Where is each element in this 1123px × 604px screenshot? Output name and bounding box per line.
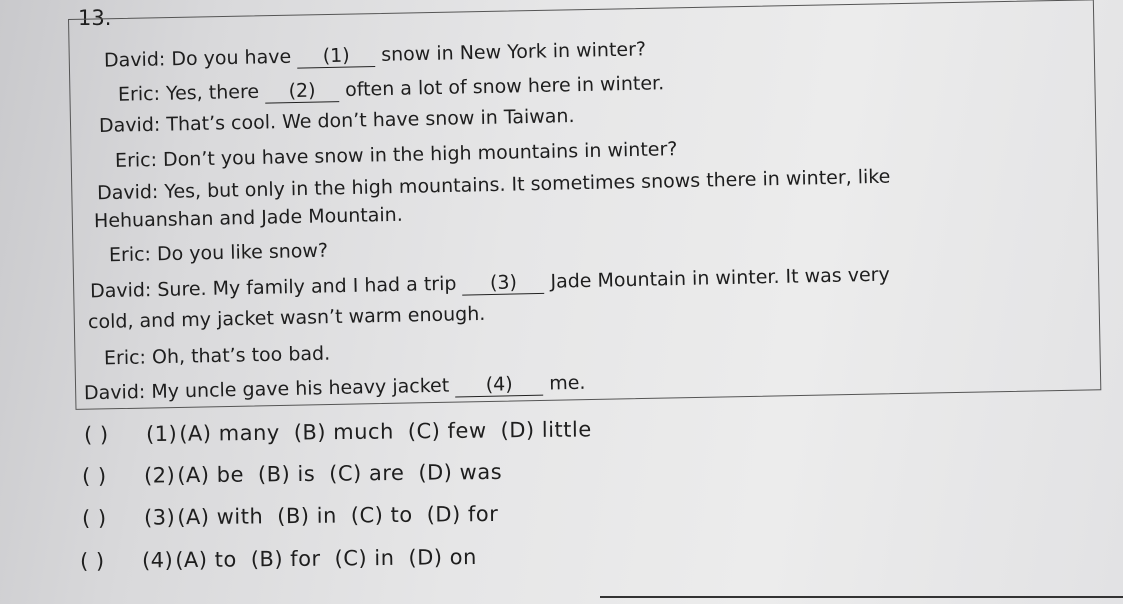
line-text: David: Do you have [103, 45, 298, 72]
option-row-4 [80, 545, 491, 573]
choice-d[interactable]: (D) for [426, 501, 499, 527]
answer-paren[interactable]: ( ) [83, 422, 109, 447]
option-number: (4) [141, 548, 174, 573]
option-row-2 [82, 460, 516, 489]
blank-2[interactable]: (2) [265, 81, 339, 103]
choice-b[interactable]: (B) much [293, 419, 394, 445]
line-text: often a lot of snow here in winter. [338, 72, 665, 102]
choice-c[interactable]: (C) to [350, 502, 413, 528]
choice-a[interactable]: (A) to [175, 547, 237, 573]
line-text: Jade Mountain in winter. It was very [544, 263, 890, 293]
line-text: David: My uncle gave his heavy jacket [83, 374, 456, 405]
blank-3[interactable]: (3) [462, 273, 544, 296]
choice-c[interactable]: (C) in [334, 545, 395, 571]
dialogue-line-6: Hehuanshan and Jade Mountain. [93, 203, 403, 233]
option-number: (3) [143, 505, 176, 530]
question-number: 13. [78, 6, 112, 30]
choice-d[interactable]: (D) little [500, 417, 592, 443]
dialogue-line-3: David: That’s cool. We don’t have snow in Taiwan. [98, 105, 575, 137]
option-row-3 [82, 502, 513, 531]
blank-1[interactable]: (1) [297, 46, 375, 69]
line-text: David: Sure. My family and I had a trip [89, 272, 463, 303]
choice-b[interactable]: (B) in [277, 503, 337, 529]
choice-c[interactable]: (C) few [407, 418, 487, 444]
choice-d[interactable]: (D) on [408, 544, 477, 570]
dialogue-line-10: Eric: Oh, that’s too bad. [103, 342, 331, 370]
option-number: (2) [143, 463, 176, 488]
choice-a[interactable]: (A) many [179, 420, 280, 446]
dialogue-line-4: Eric: Don’t you have snow in the high mountains in winter? [114, 138, 678, 172]
line-text: me. [542, 371, 586, 395]
dialogue-line-9: cold, and my jacket wasn’t warm enough. [87, 302, 486, 334]
option-number: (1) [145, 421, 178, 447]
line-text: snow in New York in winter? [374, 38, 647, 66]
line-text: Eric: Yes, there [117, 80, 266, 106]
choice-c[interactable]: (C) are [329, 460, 405, 486]
choice-b[interactable]: (B) is [257, 461, 316, 487]
answer-paren[interactable]: ( ) [81, 464, 107, 489]
choice-a[interactable]: (A) be [177, 462, 245, 488]
option-row-1 [84, 417, 606, 446]
choice-d[interactable]: (D) was [418, 459, 503, 485]
divider-line [600, 596, 1123, 598]
dialogue-line-7: Eric: Do you like snow? [108, 239, 329, 267]
choice-a[interactable]: (A) with [177, 504, 264, 530]
dialogue-line-5: David: Yes, but only in the high mountains. It sometimes snows there in winter, like [96, 165, 891, 205]
answer-paren[interactable]: ( ) [81, 505, 107, 531]
answer-paren[interactable]: ( ) [79, 548, 105, 574]
blank-4[interactable]: (4) [455, 375, 543, 398]
choice-b[interactable]: (B) for [250, 546, 321, 572]
